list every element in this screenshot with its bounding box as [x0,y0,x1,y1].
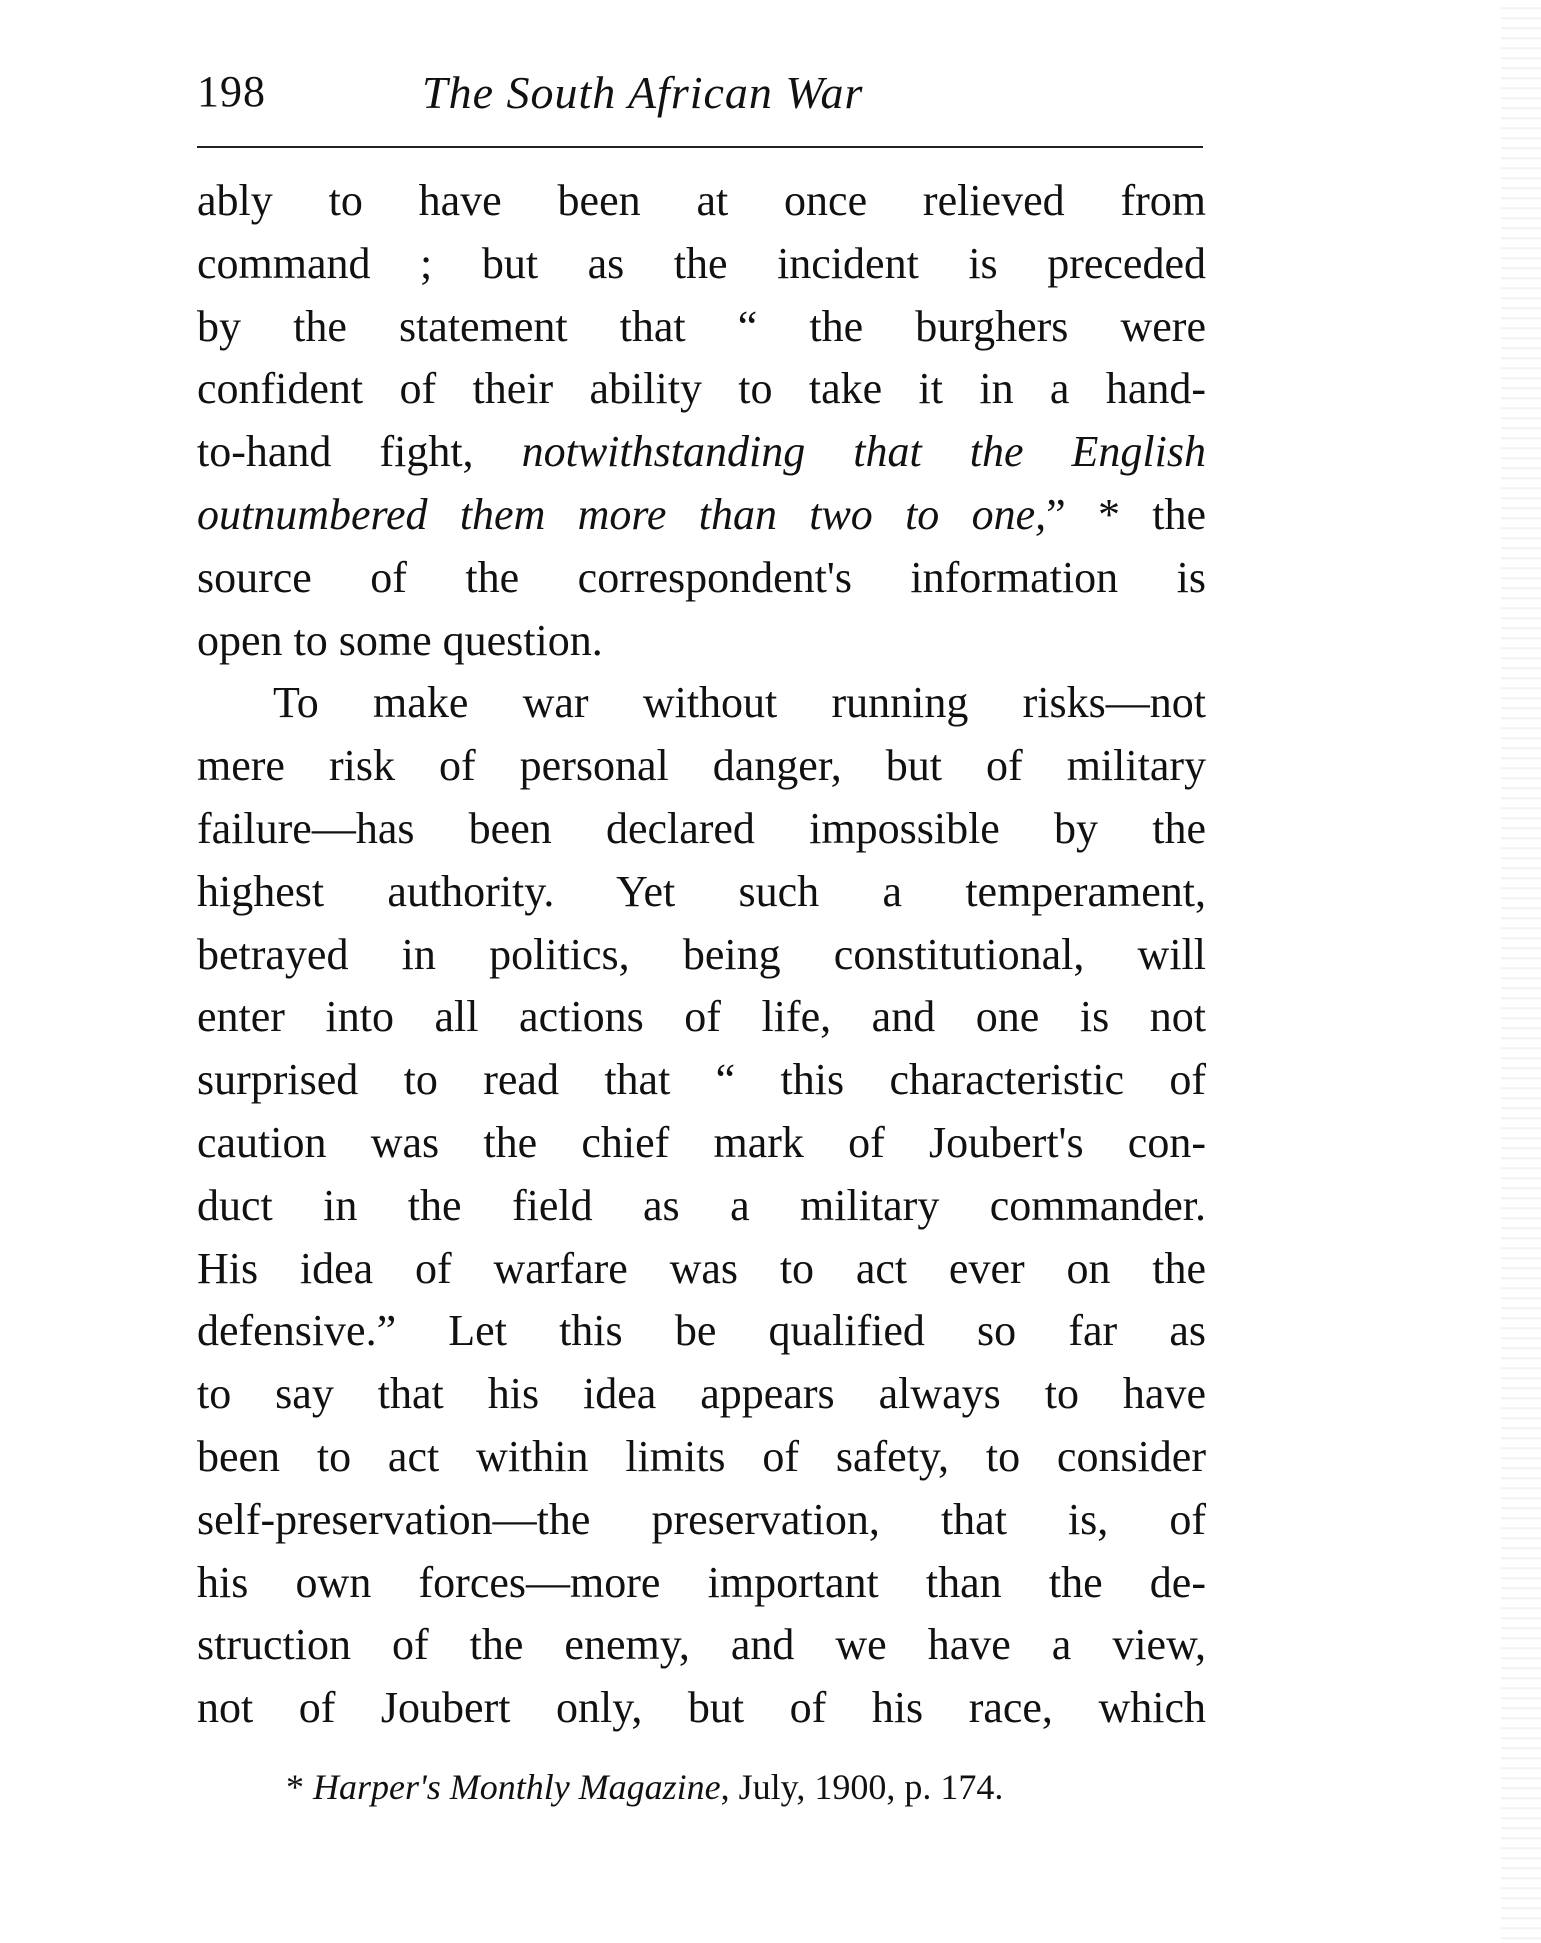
text-line [197,358,1206,421]
text-line [197,1426,1206,1489]
running-title: The South African War [422,67,864,118]
text-line [197,170,1206,233]
italic-text: outnumbered them more than two to one, [197,489,1047,539]
text-segment: been to act within limits of safety, to consider [197,1431,1206,1481]
footnote [286,1766,1003,1808]
text-line [197,547,1206,610]
scan-edge-noise [1501,0,1541,1943]
text-segment: to-hand fight, [197,427,522,477]
text-line [197,1489,1206,1552]
text-segment: ” * the [1046,489,1206,539]
text-line [197,610,1206,673]
text-segment: his own forces—more important than the de- [197,1557,1206,1607]
text-segment: confident of their ability to take it in a hand- [197,364,1206,414]
text-segment: caution was the chief mark of Joubert's con- [197,1117,1206,1167]
text-line [197,986,1206,1049]
text-line [197,1614,1206,1677]
text-segment: by the statement that “ the burghers were [197,301,1206,351]
text-segment: command ; but as the incident is preceded [197,238,1206,288]
text-line [197,484,1206,547]
text-segment: ably to have been at once relieved from [197,176,1206,225]
italic-text: notwithstanding that the English [521,427,1206,477]
text-segment: self-preservation—the preservation, that is, of [197,1494,1206,1544]
text-line [197,1238,1206,1301]
page-number: 198 [197,67,266,116]
text-segment: betrayed in politics, being constitutional, will [197,929,1206,979]
text-line [197,924,1206,987]
text-line [197,421,1206,484]
text-line [197,1049,1206,1112]
text-segment: struction of the enemy, and we have a view, [197,1620,1206,1670]
text-line [197,861,1206,924]
text-segment: failure—has been declared impossible by the [197,803,1206,853]
text-segment: mere risk of personal danger, but of military [197,741,1206,791]
body-text [197,170,1206,1740]
text-line [197,1300,1206,1363]
text-segment: enter into all actions of life, and one is not [197,992,1206,1042]
text-line [197,1363,1206,1426]
text-line [197,1112,1206,1175]
footnote-marker: * [286,1767,313,1807]
text-segment: source of the correspondent's information is [197,552,1206,602]
text-segment: open to some question. [197,615,603,665]
text-segment: His idea of warfare was to act ever on the [197,1243,1206,1293]
text-segment: duct in the field as a military commander. [197,1180,1206,1230]
text-line [197,798,1206,861]
text-segment: to say that his idea appears always to have [197,1369,1206,1419]
footnote-details: , July, 1900, p. 174. [720,1767,1004,1807]
header-rule [197,146,1203,148]
text-line [197,1175,1206,1238]
text-segment: not of Joubert only, but of his race, which [197,1683,1206,1733]
text-segment: defensive.” Let this be qualified so far as [197,1306,1206,1356]
text-line [197,233,1206,296]
footnote-source: Harper's Monthly Magazine [313,1767,721,1807]
text-line [197,1552,1206,1615]
text-line [197,1677,1206,1740]
text-segment: highest authority. Yet such a temperament, [197,866,1206,916]
text-line [197,735,1206,798]
text-segment: To make war without running risks—not [273,678,1206,728]
text-line [197,296,1206,359]
text-segment: surprised to read that “ this characteristic of [197,1055,1206,1105]
running-header [197,66,1203,118]
text-line [197,672,1206,735]
